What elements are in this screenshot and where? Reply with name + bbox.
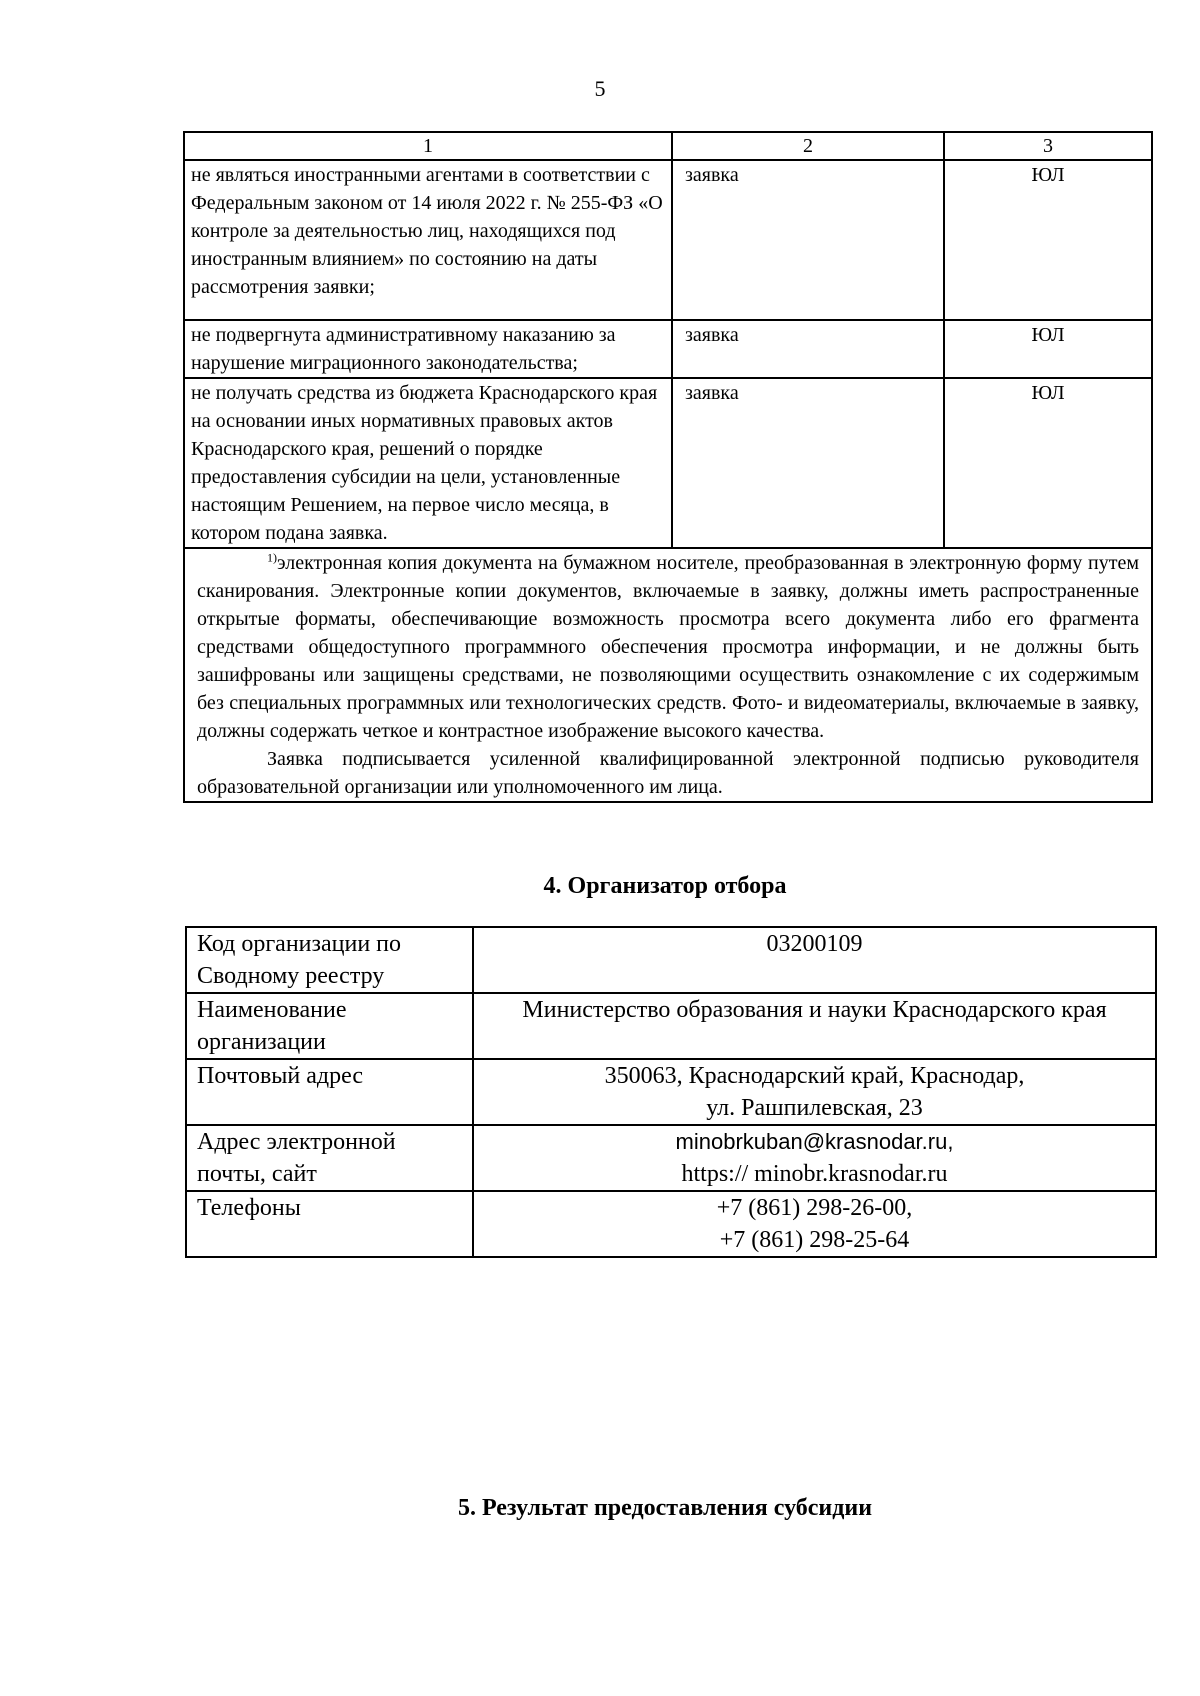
table-row — [186, 1125, 1156, 1191]
value-line: +7 (861) 298-26-00, — [716, 1195, 913, 1221]
value-line: 03200109 — [766, 931, 863, 957]
applies-to-cell: ЮЛ — [944, 160, 1152, 320]
phones-label: Телефоны — [186, 1191, 473, 1257]
website-link[interactable]: https:// minobr.krasnodar.ru — [681, 1161, 948, 1187]
requirements-table — [183, 131, 1153, 803]
column-header: 2 — [672, 132, 944, 160]
value-line: 350063, Краснодарский край, Краснодар, — [604, 1063, 1025, 1089]
postal-address-value — [473, 1059, 1156, 1125]
applies-to-cell: ЮЛ — [944, 320, 1152, 378]
table-row — [186, 927, 1156, 993]
footnote-text: электронная копия документа на бумажном носителе, преобразованная в электронную форму путем сканирования. Электронные копии документов, включаемые в заявку, должны иметь распространенные открытые форматы, обеспечивающие возможность просмотра всего документа либо его фрагмента средствами общедоступного программного обеспечения просмотра информации, и не должны быть зашифрованы или защищены средствами, не позволяющими осуществить ознакомление с их содержимым без специальных программных или технологических средств. Фото- и видеоматериалы, включаемые в заявку, должны содержать четкое и контрастное изображение высокого качества. — [197, 552, 1139, 742]
signature-note: Заявка подписывается усиленной квалифицированной электронной подписью руководителя образовательной организации или уполномоченного им лица. — [197, 748, 1139, 798]
value-line: Министерство образования и науки Краснодарского края — [522, 997, 1107, 1023]
footnote-cell — [184, 548, 1152, 802]
footnote-row — [184, 548, 1152, 802]
page-number: 5 — [594, 76, 606, 101]
table-header-row — [184, 132, 1152, 160]
org-code-label: Код организации по Сводному реестру — [186, 927, 473, 993]
section-4-title: 4. Организатор отбора — [543, 873, 787, 899]
org-name-label: Наименование организации — [186, 993, 473, 1059]
value-line: ул. Рашпилевская, 23 — [706, 1095, 923, 1121]
document-cell: заявка — [672, 378, 944, 548]
section-5-title: 5. Результат предоставления субсидии — [457, 1495, 873, 1521]
table-row — [184, 378, 1152, 548]
table-row — [186, 1191, 1156, 1257]
email-site-label: Адрес электронной почты, сайт — [186, 1125, 473, 1191]
applies-to-cell: ЮЛ — [944, 378, 1152, 548]
table-row — [186, 993, 1156, 1059]
requirement-cell: не являться иностранными агентами в соответствии с Федеральным законом от 14 июля 2022 г. № 255-ФЗ «О контроле за деятельностью лиц, находящихся под иностранным влиянием» по состоянию на даты рассмотрения заявки; — [184, 160, 672, 320]
email-link[interactable]: minobrkuban@krasnodar.ru, — [675, 1129, 954, 1154]
requirement-cell: не получать средства из бюджета Краснодарского края на основании иных нормативных правовых актов Краснодарского края, решений о порядке предоставления субсидии на цели, установленные настоящим Решением, на первое число месяца, в котором подана заявка. — [184, 378, 672, 548]
postal-address-label: Почтовый адрес — [186, 1059, 473, 1125]
org-code-value — [473, 927, 1156, 993]
document-cell: заявка — [672, 160, 944, 320]
requirement-cell: не подвергнута административному наказанию за нарушение миграционного законодательства; — [184, 320, 672, 378]
document-cell: заявка — [672, 320, 944, 378]
column-header: 3 — [944, 132, 1152, 160]
column-header: 1 — [184, 132, 672, 160]
footnote-marker: 1) — [267, 550, 277, 565]
table-row — [186, 1059, 1156, 1125]
footnote-paragraph — [197, 549, 1139, 745]
org-name-value — [473, 993, 1156, 1059]
phones-value — [473, 1191, 1156, 1257]
email-site-value — [473, 1125, 1156, 1191]
table-row — [184, 320, 1152, 378]
table-row — [184, 160, 1152, 320]
value-line: +7 (861) 298-25-64 — [719, 1227, 910, 1253]
organizer-table — [185, 926, 1157, 1258]
